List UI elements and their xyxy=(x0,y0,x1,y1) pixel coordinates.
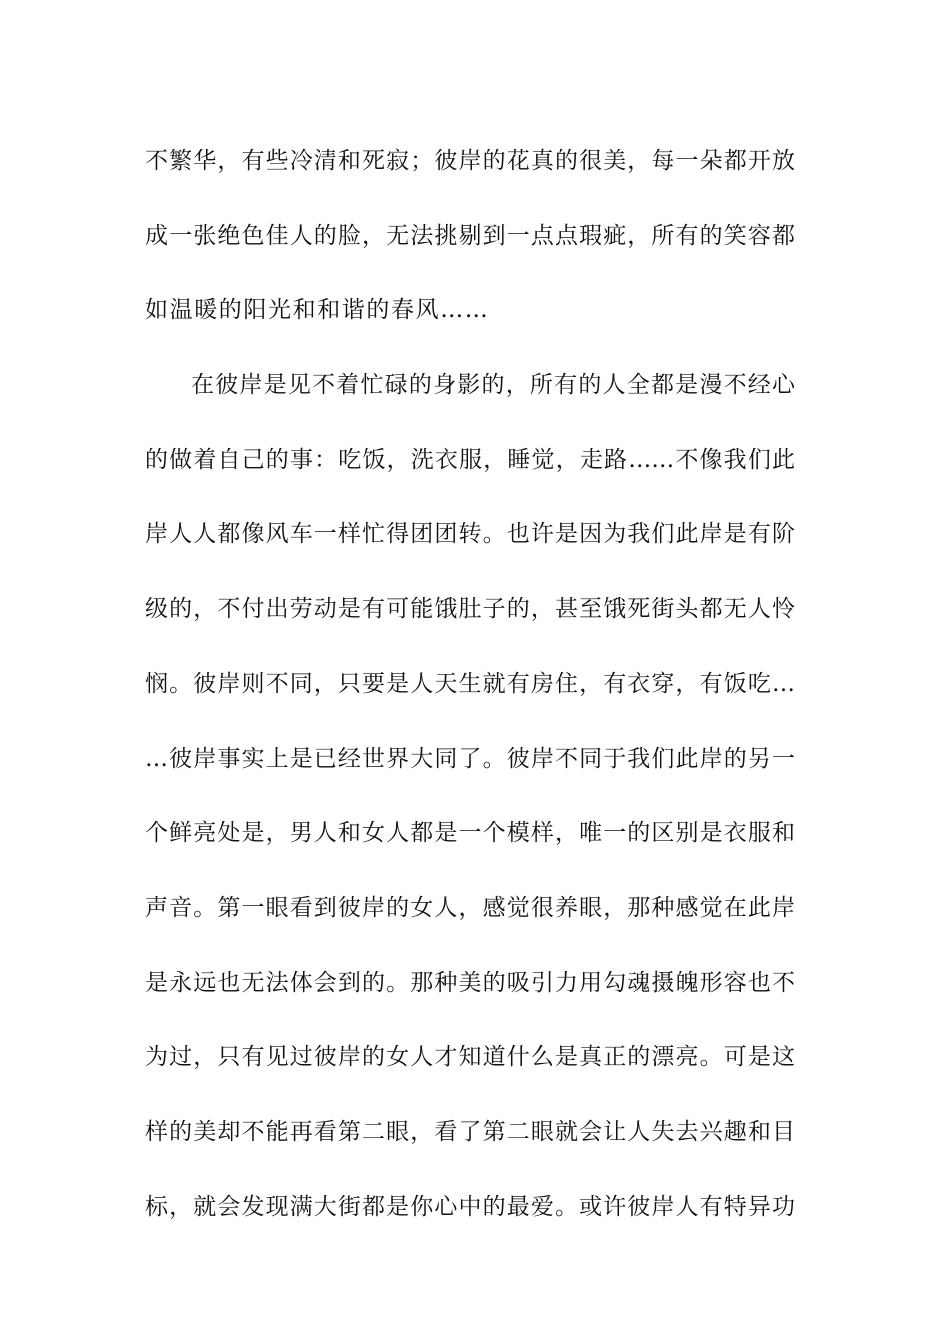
text-line: 不繁华，有些冷清和死寂；彼岸的花真的很美，每一朵都开放 xyxy=(145,148,795,174)
text-line: 是永远也无法体会到的。那种美的吸引力用勾魂摄魄形容也不 xyxy=(145,969,795,996)
text-line: 个鲜亮处是，男人和女人都是一个模样，唯一的区别是衣服和 xyxy=(145,820,795,847)
text-line: 悯。彼岸则不同，只要是人天生就有房住，有衣穿，有饭吃… xyxy=(145,670,795,697)
text-line: 为过，只有见过彼岸的女人才知道什么是真正的漂亮。可是这 xyxy=(145,1044,795,1071)
text-line: 成一张绝色佳人的脸，无法挑剔到一点点瑕疵，所有的笑容都 xyxy=(145,222,795,249)
body-text xyxy=(145,124,795,1244)
text-line: …彼岸事实上是已经世界大同了。彼岸不同于我们此岸的另一 xyxy=(145,745,795,772)
text-line: 如温暖的阳光和和谐的春风…… xyxy=(145,297,490,324)
text-line: 的做着自己的事：吃饭，洗衣服，睡觉，走路……不像我们此 xyxy=(145,446,795,473)
text-line: 样的美却不能再看第二眼，看了第二眼就会让人失去兴趣和目 xyxy=(145,1118,795,1145)
text-line: 标，就会发现满大街都是你心中的最爱。或许彼岸人有特异功 xyxy=(145,1193,795,1220)
paragraph-start-line: 在彼岸是见不着忙碌的身影的，所有的人全都是漫不经心 xyxy=(191,372,795,399)
text-line: 岸人人都像风车一样忙得团团转。也许是因为我们此岸是有阶 xyxy=(145,521,795,548)
text-line: 声音。第一眼看到彼岸的女人，感觉很养眼，那种感觉在此岸 xyxy=(145,894,795,921)
text-line: 级的，不付出劳动是有可能饿肚子的，甚至饿死街头都无人怜 xyxy=(145,596,795,623)
